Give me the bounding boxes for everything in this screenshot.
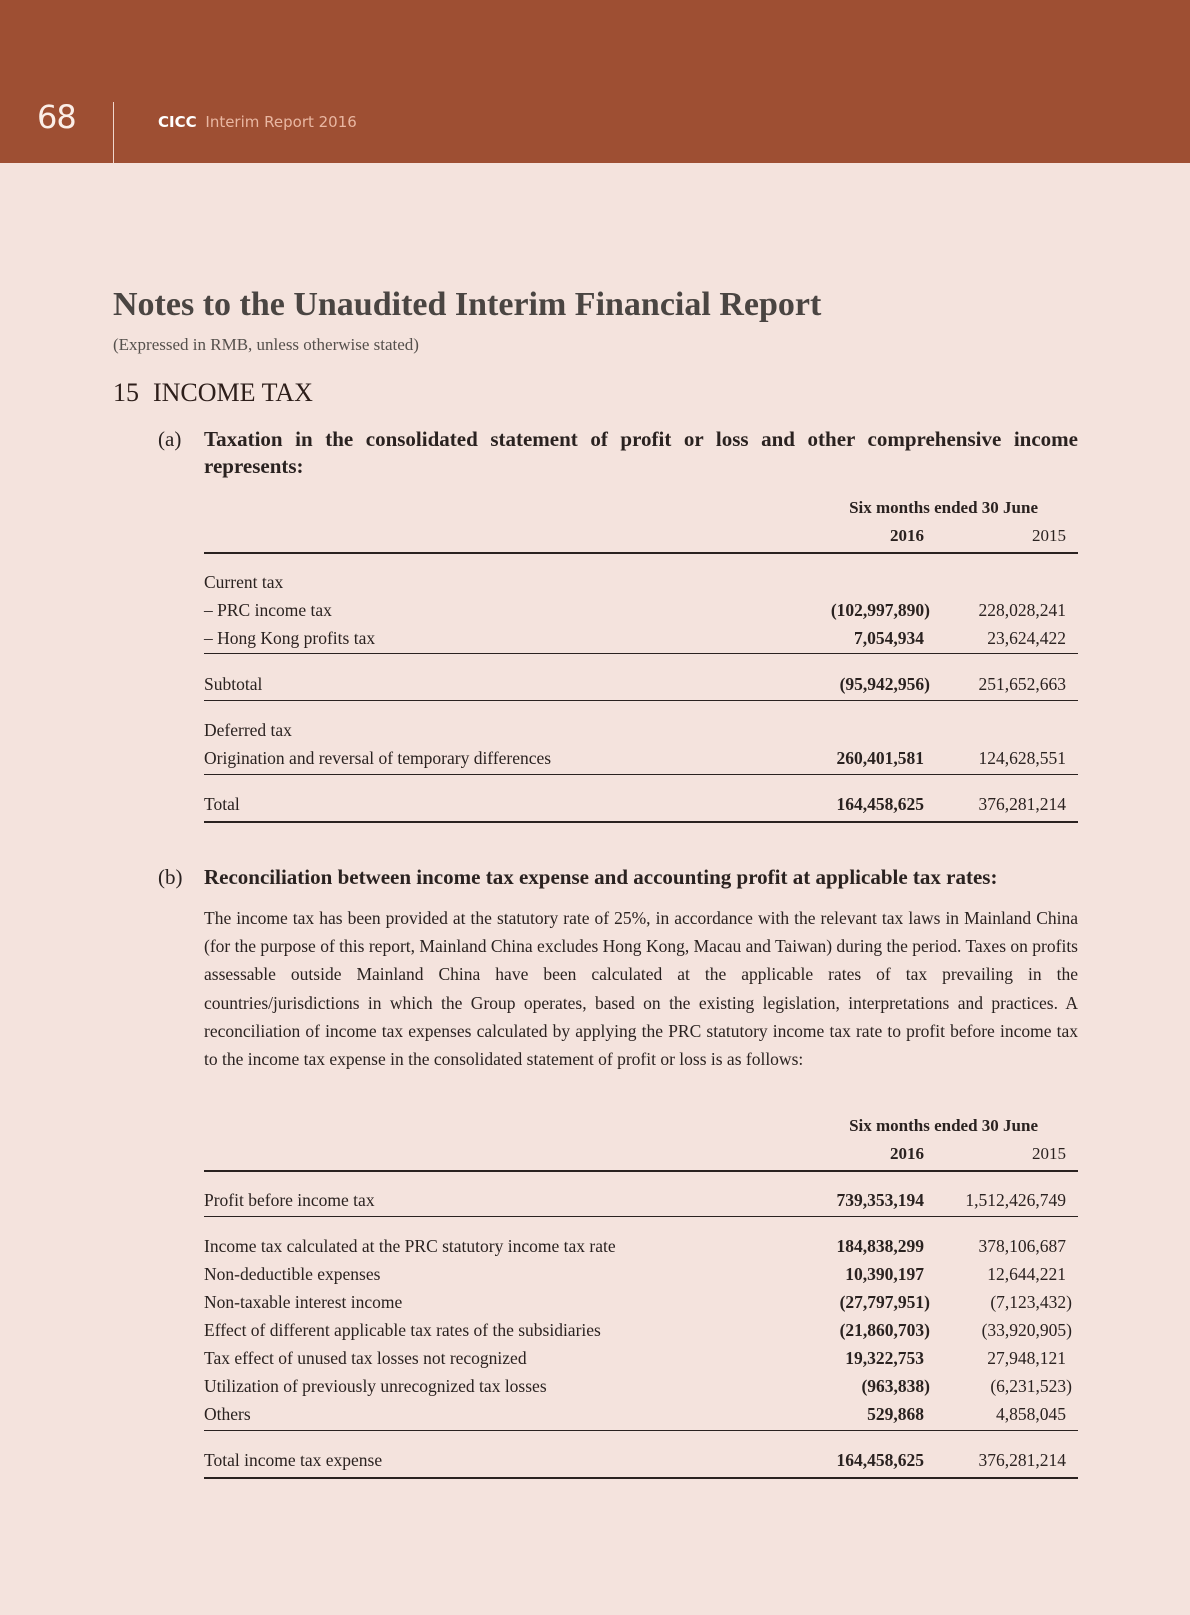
table-row: Tax effect of unused tax losses not recognized 19,322,753 27,948,121 <box>204 1348 1066 1368</box>
part-b-letter: (b) <box>158 865 183 889</box>
column-header-2016: 2016 <box>890 1144 924 1163</box>
brand-line <box>158 113 357 131</box>
table-row: Utilization of previously unrecognized tax losses (963,838) (6,231,523) <box>204 1376 1072 1396</box>
table-rule <box>204 1216 1078 1217</box>
table-row: Profit before income tax 739,353,194 1,512,426,749 <box>204 1190 1066 1210</box>
table-row: Deferred tax <box>204 720 292 740</box>
table-rule <box>204 653 1078 654</box>
table-row: – PRC income tax (102,997,890) 228,028,241 <box>204 600 1066 620</box>
table-row: Others 529,868 4,858,045 <box>204 1404 1066 1424</box>
table-row-total: Total income tax expense 164,458,625 376,281,214 <box>204 1450 1066 1470</box>
reconciliation-paragraph: The income tax has been provided at the statutory rate of 25%, in accordance with the relevant tax laws in Mainland China (for the purpose of this report, Mainland China excludes Hong Kong, Macau and Taiwan) during the period. Taxes on profits assessable outside Mainland China have been calculated at the applicable rates of tax prevailing in the countries/jurisdictions in which the Group operates, based on the existing legislation, interpretations and practices. A reconciliation of income tax expenses calculated by applying the PRC statutory income tax rate to profit before income tax to the income tax expense in the consolidated statement of profit or loss is as follows: <box>204 908 1078 1070</box>
table-row: Effect of different applicable tax rates of the subsidiaries (21,860,703) (33,920,905) <box>204 1320 1072 1340</box>
column-header-2015: 2015 <box>1032 1144 1066 1163</box>
table-period-header: Six months ended 30 June <box>849 1116 1038 1135</box>
table-total-rule <box>204 1477 1078 1479</box>
document-subtitle: (Expressed in RMB, unless otherwise stated) <box>113 335 419 354</box>
page-number: 68 <box>37 98 76 136</box>
part-a-heading-text: Taxation in the consolidated statement of profit or loss and other comprehensive income represents: <box>204 427 1078 478</box>
table-row-subtotal: Subtotal (95,942,956) 251,652,663 <box>204 674 1066 694</box>
part-b-heading-text: Reconciliation between income tax expense and accounting profit at applicable tax rates: <box>204 865 998 889</box>
table-total-rule <box>204 821 1078 823</box>
brand-logo-text: CICC <box>158 113 197 131</box>
header-band <box>0 0 1190 163</box>
table-row: – Hong Kong profits tax 7,054,934 23,624,422 <box>204 628 1066 648</box>
table-header-rule <box>204 552 1078 554</box>
table-row: Origination and reversal of temporary differences 260,401,581 124,628,551 <box>204 748 1066 768</box>
table-row: Non-taxable interest income (27,797,951) (7,123,432) <box>204 1292 1072 1312</box>
table-rule <box>204 700 1078 701</box>
column-header-2015: 2015 <box>1032 526 1066 545</box>
section-title: INCOME TAX <box>153 378 313 407</box>
section-heading <box>113 378 313 408</box>
part-b-heading <box>158 864 1078 891</box>
table-row: Non-deductible expenses 10,390,197 12,644,221 <box>204 1264 1066 1284</box>
table-row: Current tax <box>204 572 284 592</box>
header-divider <box>113 102 114 163</box>
table-row-total: Total 164,458,625 376,281,214 <box>204 794 1066 814</box>
table-rule <box>204 774 1078 775</box>
part-a-heading <box>158 426 1078 480</box>
table-header-rule <box>204 1170 1078 1172</box>
table-period-header: Six months ended 30 June <box>849 498 1038 517</box>
section-number: 15 <box>113 378 139 407</box>
table-row: Income tax calculated at the PRC statutory income tax rate 184,838,299 378,106,687 <box>204 1236 1066 1256</box>
column-header-2016: 2016 <box>890 526 924 545</box>
table-rule <box>204 1430 1078 1431</box>
document-title: Notes to the Unaudited Interim Financial Report <box>113 286 822 323</box>
report-title: Interim Report 2016 <box>205 113 357 131</box>
part-a-letter: (a) <box>158 427 182 451</box>
